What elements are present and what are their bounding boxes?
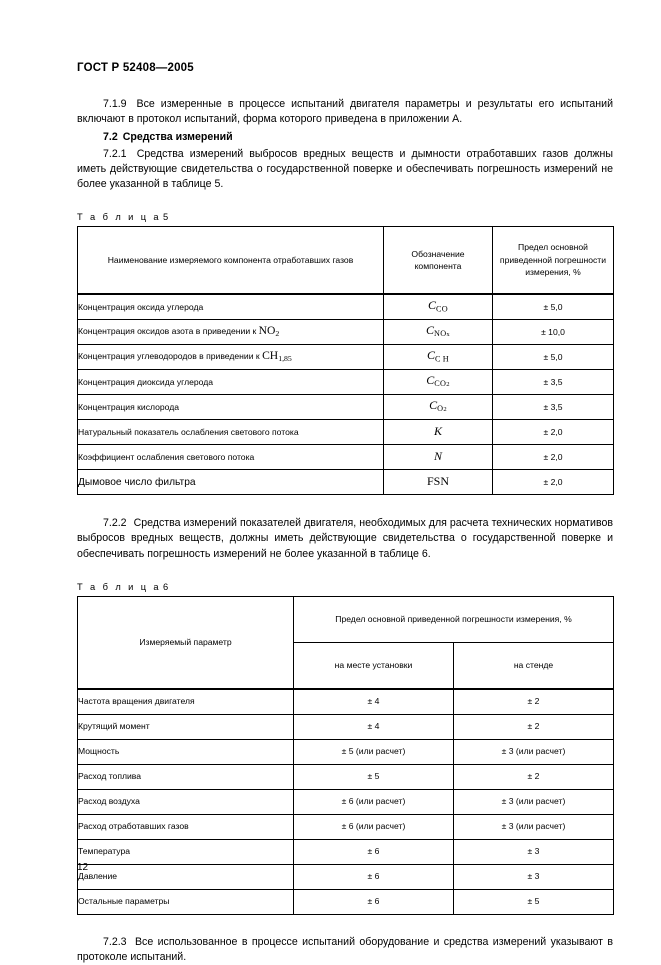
table6-cell-param: Крутящий момент xyxy=(78,714,294,739)
table6-cell-param: Расход отработавших газов xyxy=(78,814,294,839)
table6-caption xyxy=(77,582,613,592)
table5-cell-symbol: N xyxy=(384,445,493,470)
table-6-body xyxy=(78,689,614,915)
table6-cell-onsite: ± 6 xyxy=(294,889,454,914)
table6-cell-param: Частота вращения двигателя xyxy=(78,689,294,715)
table5-header-component-name: Наименование измеряемого компонента отработавших газов xyxy=(78,227,384,295)
table5-cell-limit: ± 2,0 xyxy=(493,470,614,495)
table6-cell-onsite: ± 6 xyxy=(294,839,454,864)
table6-cell-onsite: ± 5 xyxy=(294,764,454,789)
table-row xyxy=(78,889,614,914)
table-row xyxy=(78,714,614,739)
table5-cell-limit: ± 2,0 xyxy=(493,420,614,445)
clause-number-7-1-9: 7.1.9 xyxy=(103,98,127,110)
table6-header-onsite: на месте установки xyxy=(294,642,454,689)
table-row xyxy=(78,227,614,295)
table5-cell-name: Концентрация оксидов азота в приведении к $NO_2$ xyxy=(78,320,384,345)
table5-cell-limit: ± 10,0 xyxy=(493,320,614,345)
table-row xyxy=(78,445,614,470)
table-row xyxy=(78,345,614,370)
table-row xyxy=(78,320,614,345)
page-number: 12 xyxy=(77,862,89,873)
paragraph-7-2-2 xyxy=(77,516,613,562)
table-row xyxy=(78,814,614,839)
table6-cell-bench: ± 2 xyxy=(454,689,614,715)
table6-cell-bench: ± 3 xyxy=(454,864,614,889)
table6-cell-bench: ± 3 xyxy=(454,839,614,864)
table5-cell-name: Коэффициент ослабления светового потока xyxy=(78,445,384,470)
table5-cell-name: Натуральный показатель ослабления светового потока xyxy=(78,420,384,445)
paragraph-7-1-9 xyxy=(77,97,613,127)
table5-cell-name: Концентрация кислорода xyxy=(78,395,384,420)
table-row xyxy=(78,395,614,420)
table5-header-error-limit: Предел основной приведенной погрешности измерения, % xyxy=(493,227,614,295)
table5-header-component-symbol: Обозначение компонента xyxy=(384,227,493,295)
table5-cell-name: Концентрация углеводородов в приведении к $CH_{1,85}$ xyxy=(78,345,384,370)
table-5 xyxy=(77,226,614,495)
table-row xyxy=(78,739,614,764)
table-row xyxy=(78,789,614,814)
table-5-head xyxy=(78,227,614,295)
table5-cell-limit: ± 3,5 xyxy=(493,395,614,420)
table6-cell-onsite: ± 6 (или расчет) xyxy=(294,789,454,814)
table-row xyxy=(78,470,614,495)
table6-cell-param: Расход топлива xyxy=(78,764,294,789)
table6-cell-onsite: ± 4 xyxy=(294,689,454,715)
table5-caption-number: 5 xyxy=(163,212,169,223)
clause-number-7-2-3: 7.2.3 xyxy=(103,935,127,948)
table5-cell-name: Концентрация диоксида углерода xyxy=(78,370,384,395)
table6-cell-onsite: ± 5 (или расчет) xyxy=(294,739,454,764)
table6-cell-bench: ± 5 xyxy=(454,889,614,914)
table6-cell-param: Температура xyxy=(78,839,294,864)
paragraph-7-2-3 xyxy=(77,935,613,965)
paragraph-7-2-1 xyxy=(77,147,613,193)
table-6 xyxy=(77,596,614,915)
section-title-7-2: Средства измерений xyxy=(122,131,233,144)
table-row xyxy=(78,764,614,789)
table6-header-bench: на стенде xyxy=(454,642,614,689)
paragraph-7-2-3-text: Все использованное в процессе испытаний оборудование и средства измерений указывают в протоколе испытаний. xyxy=(77,935,613,964)
table-row xyxy=(78,294,614,320)
table5-cell-symbol: K xyxy=(384,420,493,445)
paragraph-7-1-9-text: Все измеренные в процессе испытаний двигателя параметры и результаты его испытаний включают в протокол испытаний, форма которого приведена в приложении А. xyxy=(77,98,613,126)
table6-cell-param: Расход воздуха xyxy=(78,789,294,814)
table5-caption xyxy=(77,212,613,222)
table5-cell-symbol: $C_{CO}$ xyxy=(384,294,493,320)
table-5-body xyxy=(78,294,614,495)
standard-header: ГОСТ Р 52408—2005 xyxy=(77,62,194,74)
clause-number-7-2-2: 7.2.2 xyxy=(103,517,127,530)
section-heading-7-2 xyxy=(77,130,613,145)
page-content xyxy=(77,97,613,965)
table6-cell-bench: ± 3 (или расчет) xyxy=(454,814,614,839)
table5-cell-limit: ± 3,5 xyxy=(493,370,614,395)
table-row xyxy=(78,864,614,889)
table6-cell-param: Остальные параметры xyxy=(78,889,294,914)
table5-cell-symbol: $C_{C H}$ xyxy=(384,345,493,370)
table6-cell-bench: ± 2 xyxy=(454,714,614,739)
table5-caption-label: Т а б л и ц а xyxy=(77,212,161,223)
table-row xyxy=(78,839,614,864)
table6-cell-bench: ± 2 xyxy=(454,764,614,789)
table6-cell-param: Давление xyxy=(78,864,294,889)
table-row xyxy=(78,420,614,445)
paragraph-7-2-2-text: Средства измерений показателей двигателя, необходимых для расчета технических нормативов выбросов вредных веществ, должны иметь действующие свидетельства о государственной поверке и обеспечивать погрешность измерений не более указанной в таблице 6. xyxy=(77,517,613,560)
table6-cell-bench: ± 3 (или расчет) xyxy=(454,789,614,814)
table-6-head xyxy=(78,596,614,689)
table5-cell-symbol: $C_{O2}$ xyxy=(384,395,493,420)
table6-cell-bench: ± 3 (или расчет) xyxy=(454,739,614,764)
clause-number-7-2-1: 7.2.1 xyxy=(103,147,127,160)
table5-cell-limit: ± 5,0 xyxy=(493,345,614,370)
table5-cell-symbol: FSN xyxy=(384,470,493,495)
table6-cell-param: Мощность xyxy=(78,739,294,764)
table5-cell-limit: ± 2,0 xyxy=(493,445,614,470)
table5-cell-name: Дымовое число фильтра xyxy=(78,470,384,495)
table6-cell-onsite: ± 6 (или расчет) xyxy=(294,814,454,839)
table6-header-error-group: Предел основной приведенной погрешности измерения, % xyxy=(294,596,614,642)
table5-cell-name: Концентрация оксида углерода xyxy=(78,294,384,320)
section-number-7-2: 7.2 xyxy=(103,131,118,144)
table6-cell-onsite: ± 4 xyxy=(294,714,454,739)
table6-caption-number: 6 xyxy=(163,581,169,592)
table-row xyxy=(78,370,614,395)
table-row xyxy=(78,689,614,715)
table-row xyxy=(78,596,614,642)
table6-caption-label: Т а б л и ц а xyxy=(77,581,161,592)
table5-cell-symbol: $C_{CO2}$ xyxy=(384,370,493,395)
table6-cell-onsite: ± 6 xyxy=(294,864,454,889)
paragraph-7-2-1-text: Средства измерений выбросов вредных веществ и дымности отработавших газов должны иметь действующие свидетельства о государственной поверке и обеспечивать погрешность измерений не более указанной в таблице 5. xyxy=(77,147,613,191)
table5-cell-symbol: $C_{NOx}$ xyxy=(384,320,493,345)
table5-cell-limit: ± 5,0 xyxy=(493,294,614,320)
table6-header-parameter: Измеряемый параметр xyxy=(78,596,294,689)
